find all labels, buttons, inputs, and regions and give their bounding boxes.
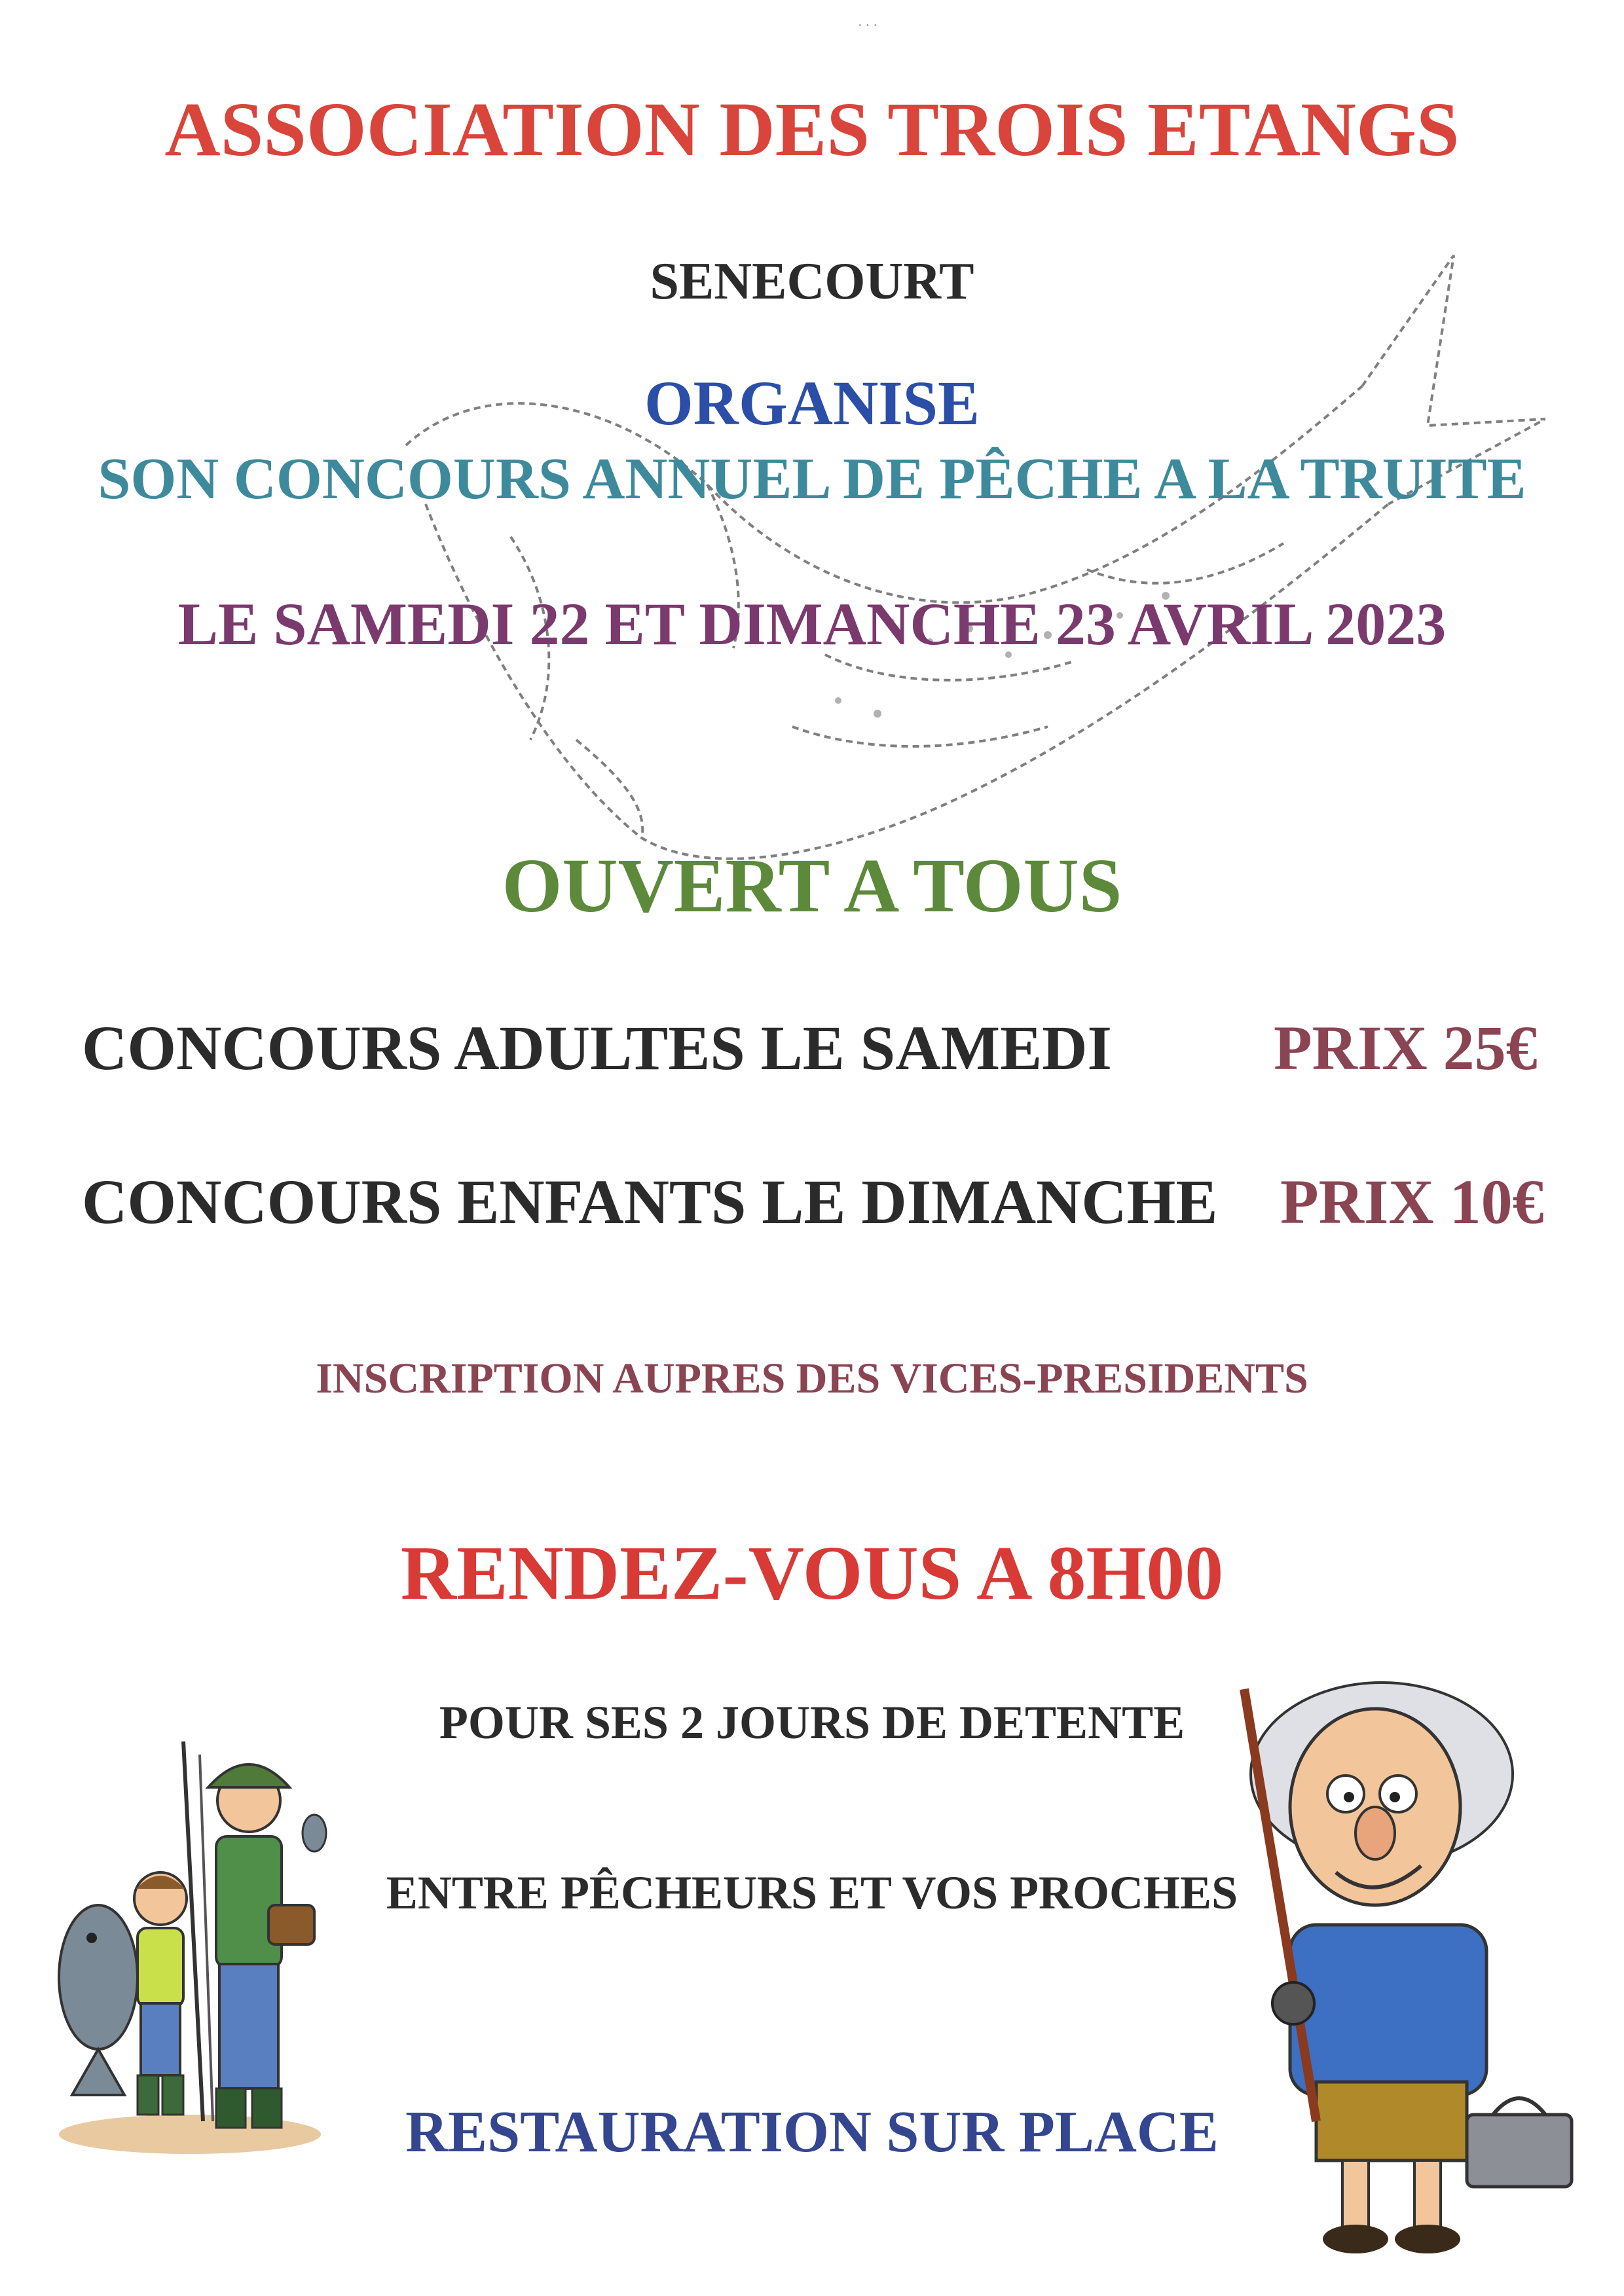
kids-contest-price: PRIX 10€ (1280, 1167, 1544, 1237)
organise-label: ORGANISE (644, 368, 980, 438)
adults-contest-label: CONCOURS ADULTES LE SAMEDI (82, 1013, 1112, 1083)
trout-sketch-icon (367, 229, 1545, 884)
adults-contest-price: PRIX 25€ (1274, 1013, 1538, 1083)
pecheurs-line: ENTRE PÊCHEURS ET VOS PROCHES (386, 1867, 1238, 1919)
rendezvous-time: RENDEZ-VOUS A 8H00 (400, 1530, 1224, 1616)
old-fisherman-icon (1231, 1676, 1585, 2265)
fishing-family-icon (52, 1702, 327, 2160)
open-to-all: OUVERT A TOUS (502, 843, 1122, 928)
inscription-info: INSCRIPTION AUPRES DES VICES-PRESIDENTS (316, 1355, 1308, 1402)
scan-mark: · · · (858, 18, 877, 33)
event-dates: LE SAMEDI 22 ET DIMANCHE 23 AVRIL 2023 (177, 591, 1447, 657)
kids-contest-label: CONCOURS ENFANTS LE DIMANCHE (82, 1167, 1218, 1237)
detente-line: POUR SES 2 JOURS DE DETENTE (439, 1696, 1185, 1749)
contest-subtitle: SON CONCOURS ANNUEL DE PÊCHE A LA TRUITE (98, 446, 1526, 511)
town-name: SENECOURT (650, 253, 974, 310)
association-title: ASSOCIATION DES TROIS ETANGS (164, 86, 1460, 172)
restauration-line: RESTAURATION SUR PLACE (405, 2100, 1219, 2164)
